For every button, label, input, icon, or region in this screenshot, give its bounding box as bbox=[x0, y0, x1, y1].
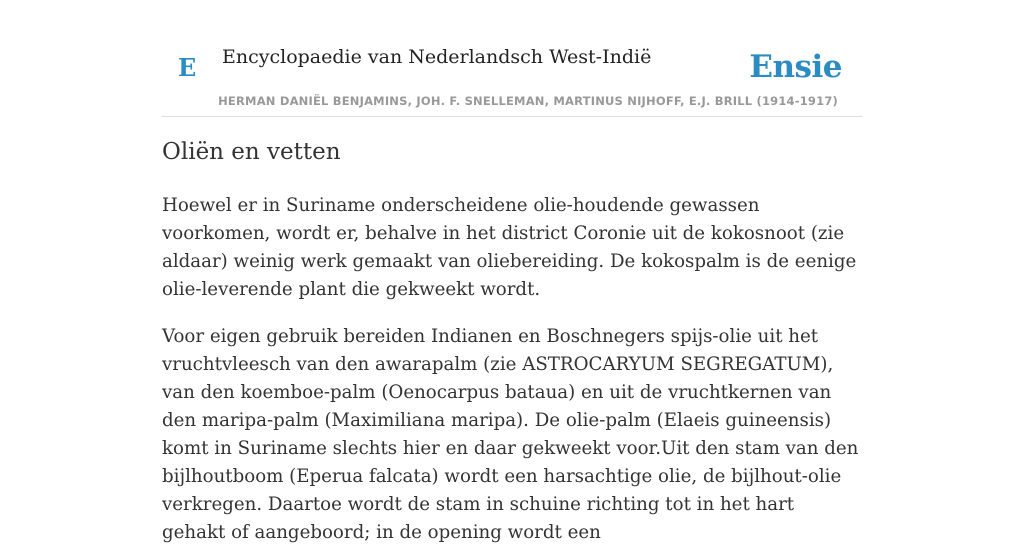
encyclopedia-title[interactable]: Encyclopaedie van Nederlandsch West-Indië bbox=[222, 46, 652, 68]
article-title: Oliën en vetten bbox=[162, 139, 341, 165]
article-paragraph: Voor eigen gebruik bereiden Indianen en Boschnegers spijs-olie uit het vruchtvleesch van den awarapalm (zie ASTROCARYUM SEGREGATUM), van den koemboe-palm (Oenocarpus bataua) en uit de vruchtkernen van den maripa-palm (Maximiliana maripa). De olie-palm (Elaeis guineensis) komt in Suriname slechts hier en daar gekweekt voor.Uit den stam van den bijlhoutboom (Eperua falcata) wordt een harsachtige olie, de bijlhout-olie verkregen. Daartoe wordt de stam in schuine richting tot in het hart gehakt of aangeboord; in de opening wordt een bbox=[162, 325, 859, 543]
page-header bbox=[162, 0, 862, 117]
article-paragraph: Hoewel er in Suriname onderscheidene olie-houdende gewassen voorkomen, wordt er, behalve in het district Coronie uit de kokosnoot (zie aldaar) weinig werk gemaakt van oliebereiding. De kokospalm is de eenige olie-leverende plant die gekweekt wordt. bbox=[162, 194, 857, 300]
encyclopedia-logo-icon[interactable]: E bbox=[178, 53, 197, 82]
authors-publishers: HERMAN DANIËL BENJAMINS, JOH. F. SNELLEMAN, MARTINUS NIJHOFF, E.J. BRILL (1914-1917) bbox=[218, 94, 838, 108]
article bbox=[162, 138, 862, 547]
ensie-logo[interactable]: Ensie bbox=[749, 49, 842, 85]
